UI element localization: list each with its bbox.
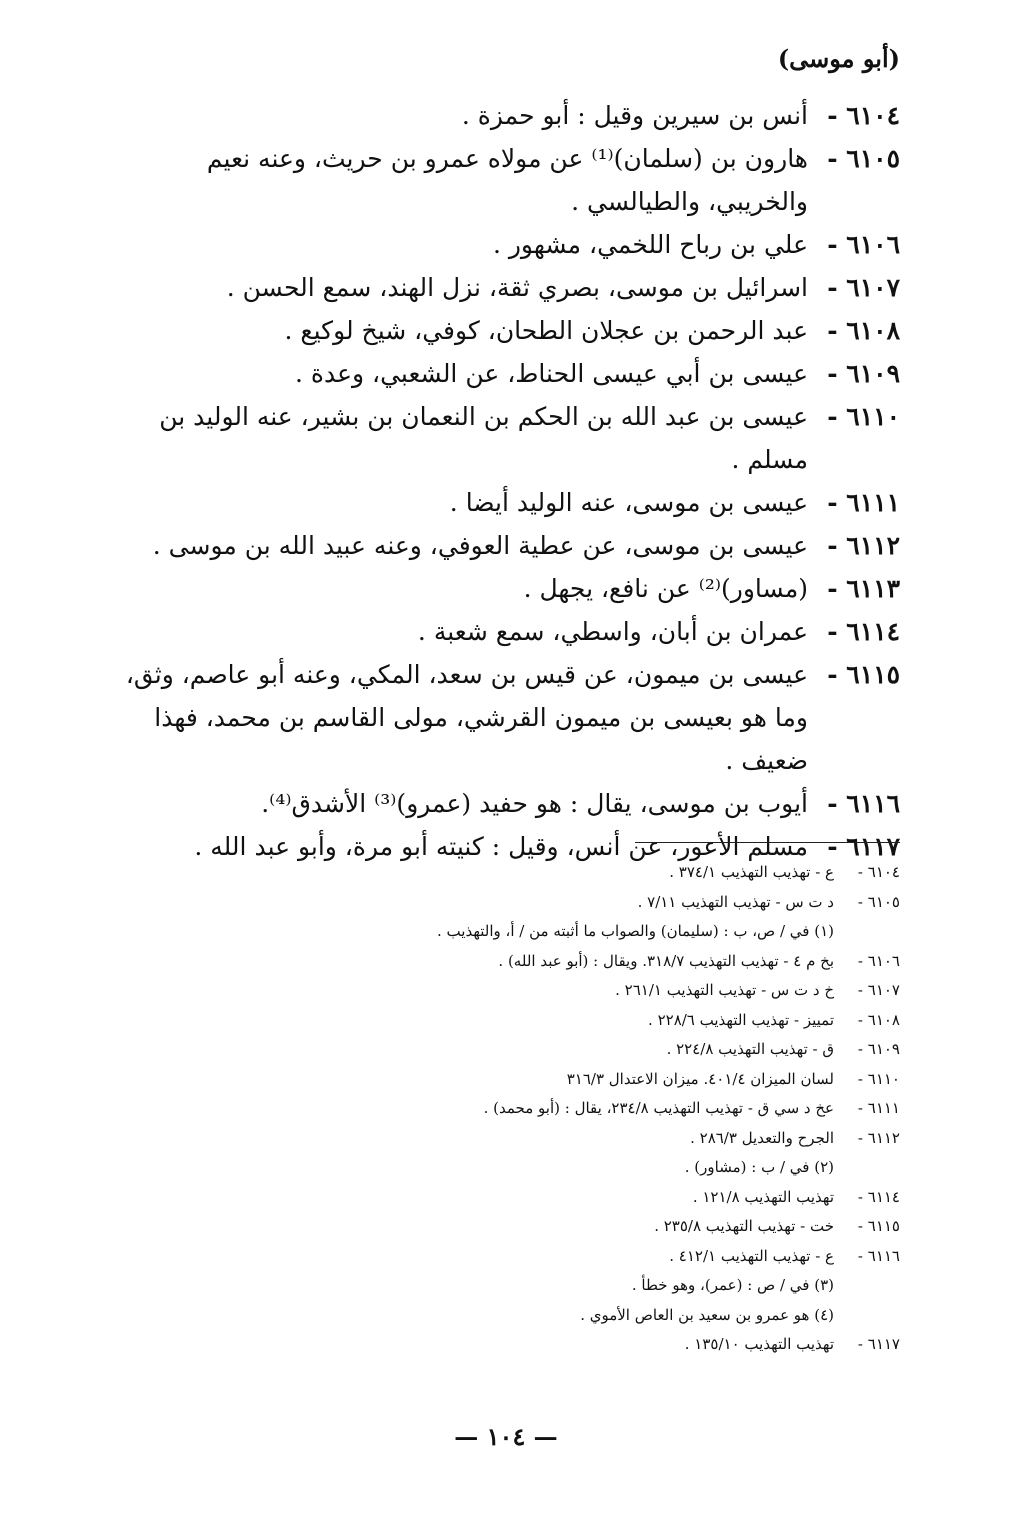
- entry: [100, 481, 900, 524]
- footnote-number: [834, 1153, 900, 1183]
- footnote-number: ٦١٠٩ -: [857, 1040, 900, 1058]
- footnote-number: ٦١٠٤ -: [857, 863, 900, 881]
- entry-number: ٦١١٤ -: [827, 617, 900, 646]
- entry-number: ٦١٠٥ -: [827, 144, 900, 173]
- entry-number: ٦١١٦ -: [827, 789, 900, 818]
- entry-text: اسرائيل بن موسى، بصري ثقة، نزل الهند، سمع الحسن .: [226, 273, 808, 302]
- entry-text: عبد الرحمن بن عجلان الطحان، كوفي، شيخ لوكيع .: [284, 316, 808, 345]
- entry-text: هارون بن (سلمان)⁽¹⁾ عن مولاه عمرو بن حريث، وعنه نعيم والخريبي، والطيالسي .: [206, 144, 808, 216]
- entry: [100, 782, 900, 825]
- entry: [100, 223, 900, 266]
- footnote-text: الجرح والتعديل ٢٨٦/٣ .: [690, 1128, 834, 1147]
- footnote: [280, 976, 900, 1006]
- footnote-number: [834, 917, 900, 947]
- entry-number: ٦١٠٩ -: [827, 359, 900, 388]
- footnote-text: خت - تهذيب التهذيب ٢٣٥/٨ .: [654, 1217, 834, 1235]
- footnote: [280, 1330, 900, 1360]
- entry-text: عيسى بن ميمون، عن قيس بن سعد، المكي، وعنه أبو عاصم، وثق، وما هو بعيسى بن ميمون القرشي، مولى القاسم بن محمد، فهذا ضعيف .: [125, 660, 808, 775]
- footnote-separator: [635, 842, 900, 843]
- entry-text: عيسى بن موسى، عنه الوليد أيضا .: [449, 488, 808, 517]
- footnote-text: عخ د سي ق - تهذيب التهذيب ٢٣٤/٨، يقال : (أبو محمد) .: [483, 1099, 834, 1117]
- entry: [100, 653, 900, 782]
- entry-number: ٦١٠٤ -: [827, 101, 900, 130]
- footnote: [280, 947, 900, 977]
- footnote-text: (٤) هو عمرو بن سعيد بن العاص الأموي .: [580, 1305, 834, 1324]
- entry-number: ٦١١٠ -: [827, 402, 900, 431]
- entry: [100, 610, 900, 653]
- footnote-number: ٦١١٠ -: [857, 1069, 900, 1088]
- entry: [100, 266, 900, 309]
- entry-number: ٦١١١ -: [827, 488, 900, 517]
- footnote: [280, 1065, 900, 1095]
- footnote: [280, 1124, 900, 1154]
- entry: [100, 352, 900, 395]
- entry-text: أنس بن سيرين وقيل : أبو حمزة .: [461, 101, 808, 130]
- entry-number: ٦١١٥ -: [827, 660, 900, 689]
- footnote-number: ٦١٠٥ -: [857, 892, 900, 911]
- entry-number: ٦١١٣ -: [827, 574, 900, 603]
- entry-text: عمران بن أبان، واسطي، سمع شعبة .: [417, 617, 808, 646]
- footnote-number: ٦١٠٨ -: [857, 1010, 900, 1029]
- footnote-number: ٦١١٢ -: [857, 1128, 900, 1147]
- footnote-number: ٦١١١ -: [857, 1099, 900, 1117]
- footnote-number: ٦١١٤ -: [857, 1187, 900, 1206]
- entry: [100, 395, 900, 481]
- footnote-text: د ت س - تهذيب التهذيب ٧/١١ .: [637, 892, 834, 911]
- footnote-text: تهذيب التهذيب ١٢١/٨ .: [692, 1187, 834, 1206]
- footnote-text: (٢) في / ب : (مشاور) .: [684, 1158, 834, 1176]
- entry-text: عيسى بن عبد الله بن الحكم بن النعمان بن بشير، عنه الوليد بن مسلم .: [159, 402, 808, 474]
- footnote: [280, 1212, 900, 1242]
- footnote-text: ع - تهذيب التهذيب ٣٧٤/١ .: [669, 863, 834, 881]
- footnote: [280, 1183, 900, 1213]
- entry-number: ٦١٠٨ -: [827, 316, 900, 345]
- footnote-number: ٦١٠٦ -: [857, 951, 900, 970]
- footnote-text: ق - تهذيب التهذيب ٢٢٤/٨ .: [666, 1040, 834, 1058]
- footnote-number: ٦١١٦ -: [857, 1246, 900, 1265]
- entry-text: أيوب بن موسى، يقال : هو حفيد (عمرو)⁽³⁾ الأشدق⁽⁴⁾.: [261, 789, 808, 818]
- footnote-number: ٦١١٥ -: [857, 1217, 900, 1235]
- entries-list: [100, 94, 900, 868]
- footnote-number: ٦١١٧ -: [857, 1335, 900, 1353]
- footnote-text: بخ م ٤ - تهذيب التهذيب ٣١٨/٧. ويقال : (أبو عبد الله) .: [498, 951, 834, 970]
- entry: [100, 137, 900, 223]
- page-number: — ١٠٤ —: [454, 1422, 558, 1451]
- entry-text: مسلم الأعور، عن أنس، وقيل : كنيته أبو مرة، وأبو عبد الله .: [194, 832, 808, 861]
- running-header: (أبو موسى): [777, 44, 900, 73]
- entry-text: عيسى بن أبي عيسى الحناط، عن الشعبي، وعدة .: [294, 359, 808, 388]
- footnote: [280, 888, 900, 918]
- entry-text: عيسى بن موسى، عن عطية العوفي، وعنه عبيد الله بن موسى .: [152, 531, 808, 560]
- entry-text: (مساور)⁽²⁾ عن نافع، يجهل .: [523, 574, 808, 603]
- footnote: [280, 1271, 900, 1301]
- entry: [100, 94, 900, 137]
- footnote-number: [834, 1301, 900, 1331]
- entry: [100, 524, 900, 567]
- entry-text: علي بن رباح اللخمي، مشهور .: [492, 230, 808, 259]
- entry-number: ٦١١٢ -: [827, 531, 900, 560]
- footnote-text: تهذيب التهذيب ١٣٥/١٠ .: [684, 1335, 834, 1353]
- footnote-text: تمييز - تهذيب التهذيب ٢٢٨/٦ .: [648, 1010, 834, 1029]
- footnote: [280, 1006, 900, 1036]
- entry-number: ٦١٠٧ -: [827, 273, 900, 302]
- footnote: [280, 1035, 900, 1065]
- footnote-text: (٣) في / ص : (عمر)، وهو خطأ .: [631, 1276, 834, 1294]
- footnote: [280, 1094, 900, 1124]
- footnote-number: ٦١٠٧ -: [857, 981, 900, 999]
- entry: [100, 567, 900, 610]
- footnotes-list: [280, 858, 900, 1360]
- footnote: [280, 1242, 900, 1272]
- footnote: [280, 858, 900, 888]
- footnote-text: لسان الميزان ٤٠١/٤. ميزان الاعتدال ٣١٦/٣: [566, 1069, 834, 1088]
- footnote: [280, 917, 900, 947]
- footnote-number: [834, 1271, 900, 1301]
- footnote-text: ع - تهذيب التهذيب ٤١٢/١ .: [669, 1246, 834, 1265]
- footnote: [280, 1153, 900, 1183]
- footnote: [280, 1301, 900, 1331]
- entry-number: ٦١٠٦ -: [827, 230, 900, 259]
- entry-number: ٦١١٧ -: [827, 832, 900, 861]
- entry: [100, 309, 900, 352]
- footnote-text: خ د ت س - تهذيب التهذيب ٢٦١/١ .: [615, 981, 834, 999]
- footnote-text: (١) في / ص، ب : (سليمان) والصواب ما أثبته من / أ، والتهذيب .: [437, 922, 834, 940]
